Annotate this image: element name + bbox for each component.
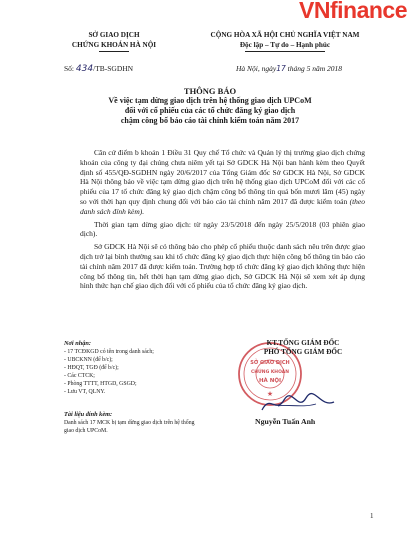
svg-text:SỞ GIAO DỊCH: SỞ GIAO DỊCH [250, 360, 290, 366]
signer-role-1: KT.TỔNG GIÁM ĐỐC [266, 339, 340, 347]
recipients-label: Nơi nhận: [64, 340, 92, 347]
svg-text:HÀ NỘI: HÀ NỘI [258, 378, 282, 384]
issuer-header [64, 30, 164, 52]
national-motto: Độc lập – Tự do – Hạnh phúc [239, 41, 331, 49]
document-body [80, 148, 365, 294]
recipient-item: - UBCKNN (để b/c); [64, 357, 113, 363]
issuer-line-2: CHỨNG KHOÁN HÀ NỘI [71, 41, 157, 49]
attachment-reference: (theo danh sách đính kèm). [80, 196, 365, 216]
recipients-block [64, 340, 204, 396]
date-rest: tháng 5 năm 2018 [287, 64, 343, 73]
body-paragraph-3: Sở GDCK Hà Nội sẽ có thông báo cho phép cổ phiếu thuộc danh sách nêu trên được giao dịch trở lại bình thường sau khi tổ chức đăng ký giao dịch thực hiện công bố thông tin báo cáo tài chính năm 2017 đã được kiểm toán. Trường hợp tổ chức đăng ký giao dịch không thực hiện công bố thông tin, hết thời hạn tạm dừng giao dịch, Sở GDCK Hà Nội sẽ xem xét áp dụng hình thức hạn chế giao dịch đối với cổ phiếu của tổ chức đăng ký giao dịch. [80, 242, 365, 291]
doc-number-suffix: /TB-SGDHN [93, 64, 134, 73]
page-number: 1 [370, 512, 374, 520]
attachment-text: Danh sách 17 MCK bị tạm dừng giao dịch trên hệ thống giao dịch UPCoM. [64, 420, 195, 434]
signer-name: Nguyễn Tuấn Anh [255, 417, 316, 426]
title-subject-1: Về việc tạm dừng giao dịch trên hệ thống giao dịch UPCoM [108, 96, 312, 105]
document-date [236, 64, 342, 73]
body-paragraph-2: Thời gian tạm dừng giao dịch: từ ngày 23/5/2018 đến ngày 25/5/2018 (03 phiên giao dịch). [80, 219, 365, 239]
svg-text:★: ★ [266, 390, 274, 398]
signature-block [228, 339, 378, 357]
recipient-item: - HĐQT, TGĐ (để b/c); [64, 365, 119, 371]
title-heading: THÔNG BÁO [183, 86, 237, 96]
date-day-handwritten: 17 [276, 64, 286, 73]
document-number [64, 64, 133, 74]
doc-number-handwritten: 434 [75, 64, 94, 74]
issuer-underline [99, 51, 129, 52]
attachment-block [64, 411, 204, 435]
recipient-item: - Các CTCK; [64, 373, 95, 379]
recipient-item: - 17 TCĐKGD có tên trong danh sách; [64, 349, 154, 355]
issuer-line-1: SỞ GIAO DỊCH [88, 31, 140, 39]
national-header [190, 30, 380, 52]
title-subject-2: đối với cổ phiếu của các tổ chức đăng ký giao dịch [124, 106, 296, 115]
doc-number-prefix: Số: [64, 64, 75, 73]
handwritten-signature [258, 392, 338, 416]
recipient-item: - Lưu VT, QLNY. [64, 389, 106, 395]
title-subject-3: chậm công bố báo cáo tài chính kiểm toán năm 2017 [120, 116, 300, 125]
attachment-label: Tài liệu đính kèm: [64, 411, 113, 418]
national-line-1: CỘNG HÒA XÃ HỘI CHỦ NGHĨA VIỆT NAM [210, 31, 360, 39]
national-underline [245, 51, 325, 52]
document-title [60, 86, 360, 126]
body-paragraph-1-text: Căn cứ điểm b khoản 1 Điều 31 Quy chế Tổ chức và Quản lý thị trường giao dịch chứng khoán của công ty đại chúng chưa niêm yết tại Sở GDCK Hà Nội ban hành kèm theo Quyết định số 455/QĐ-SGDHN ngày 20/6/2017 của Tổng Giám đốc Sở GDCK Hà Nội, Sở GDCK Hà Nội thông báo về việc tạm dừng giao dịch trên hệ thống giao dịch UPCoM đối với các cổ phiếu của 17 tổ chức đăng ký giao dịch chậm công bố thông tin quá bốn mươi lăm (45) ngày so với thời hạn quy định chung đối với báo cáo tài chính năm 2017 đã được kiểm toán [80, 148, 365, 206]
date-place: Hà Nội, ngày [236, 64, 277, 73]
signer-role-2: PHÓ TỔNG GIÁM ĐỐC [263, 348, 343, 356]
body-paragraph-1 [80, 148, 365, 217]
svg-text:CHỨNG KHOÁN: CHỨNG KHOÁN [250, 370, 290, 375]
vnfinance-watermark: VNfinance [299, 0, 407, 23]
recipient-item: - Phòng TTTT, HTGD, GSGD; [64, 381, 137, 387]
